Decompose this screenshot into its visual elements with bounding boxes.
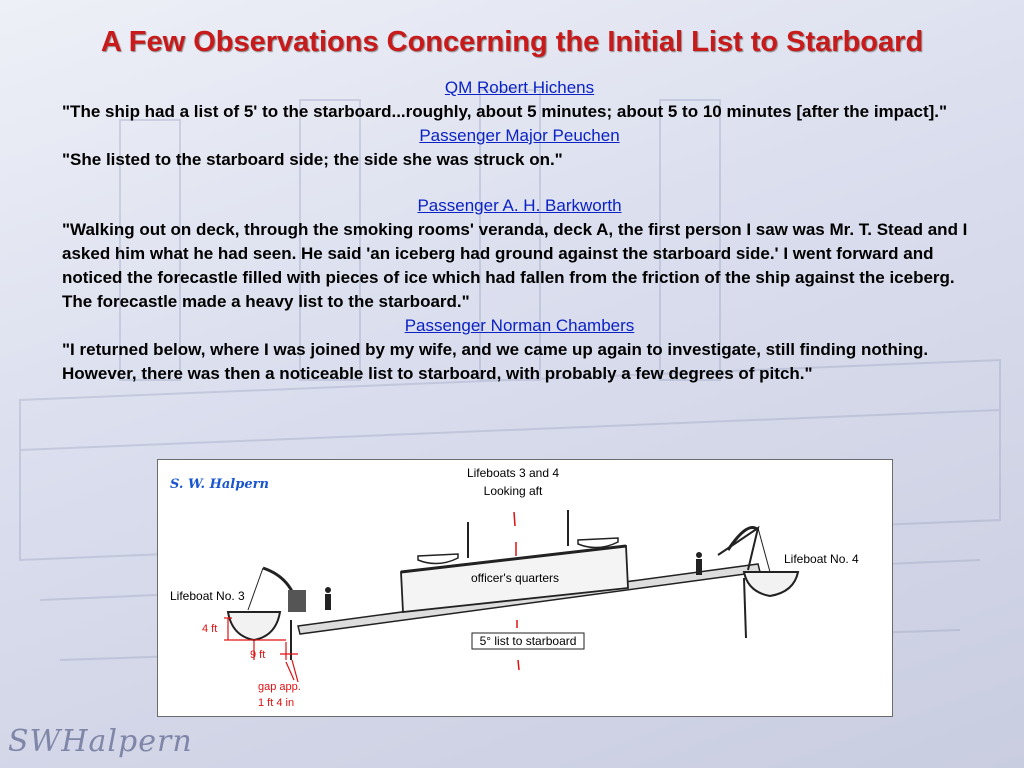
list-label: 5° list to starboard	[479, 634, 577, 648]
diagram-heading-line1: Lifeboats 3 and 4	[466, 466, 560, 480]
diagram-drawing	[158, 460, 892, 716]
quote-hichens: "The ship had a list of 5' to the starboard...roughly, about 5 minutes; about 5 to 10 minutes [after the impact]."	[62, 102, 948, 121]
dimension-width-label: 9 ft	[250, 649, 266, 661]
lifeboat-4-label: Lifeboat No. 4	[784, 552, 859, 566]
page-title: A Few Observations Concerning the Initial List to Starboard	[100, 26, 924, 58]
officers-quarters-label: officer's quarters	[470, 571, 560, 585]
diagram-heading-line2: Looking aft	[483, 484, 543, 498]
observations-list	[62, 76, 977, 386]
speaker-link-peuchen[interactable]: Passenger Major Peuchen	[419, 126, 620, 145]
quote-chambers: "I returned below, where I was joined by my wife, and we came up again to investigate, still finding nothing. However, there was then a noticeable list to starboard, with probably a few degrees of pitch."	[62, 340, 929, 383]
gap-label-line1: gap app.	[258, 681, 301, 693]
list-diagram	[157, 459, 893, 717]
quote-peuchen: "She listed to the starboard side; the side she was struck on."	[62, 150, 563, 169]
quote-barkworth: "Walking out on deck, through the smoking rooms' veranda, deck A, the first person I saw was Mr. T. Stead and I asked him what he had seen. He said 'an iceberg had ground against the starboard side.' I went forward and noticed the forecastle filled with pieces of ice which had fallen from the friction of the ship against the iceberg. The forecastle made a heavy list to the starboard."	[62, 220, 968, 311]
signature-watermark: SWHalpern	[8, 724, 193, 759]
gap-label-line2: 1 ft 4 in	[258, 697, 295, 709]
spacer	[62, 172, 977, 194]
dimension-height-label: 4 ft	[202, 623, 218, 635]
diagram-credit: S. W. Halpern	[170, 477, 269, 492]
lifeboat-4-davit	[696, 528, 798, 639]
speaker-link-hichens[interactable]: QM Robert Hichens	[444, 78, 595, 97]
speaker-link-barkworth[interactable]: Passenger A. H. Barkworth	[417, 196, 622, 215]
speaker-link-chambers[interactable]: Passenger Norman Chambers	[404, 316, 635, 335]
lifeboat-3-label: Lifeboat No. 3	[170, 589, 245, 603]
lifeboat-3-davit	[228, 568, 331, 658]
